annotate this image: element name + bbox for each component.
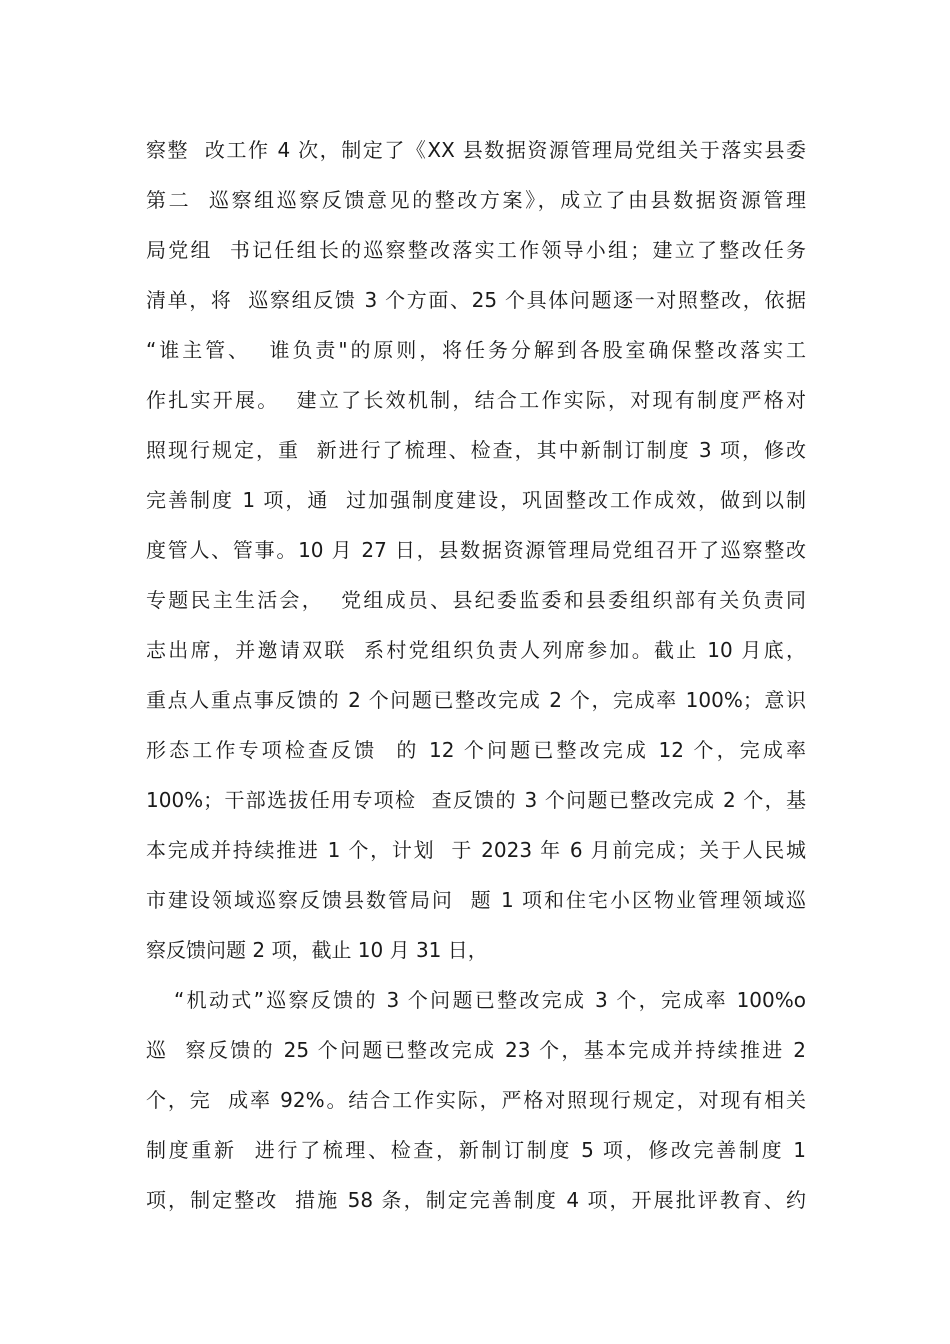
text-line: 形态工作专项检查反馈 的 12 个问题已整改完成 12 个，完成率 <box>146 738 806 762</box>
text-line: “机动式”巡察反馈的 3 个问题已整改完成 3 个，完成率 100%o <box>174 988 806 1012</box>
text-line: 专题民主生活会， 党组成员、县纪委监委和县委组织部有关负责同 <box>146 588 806 612</box>
text-line: 个，完 成率 92%。结合工作实际，严格对照现行规定，对现有相关 <box>146 1088 806 1112</box>
text-line: 重点人重点事反馈的 2 个问题已整改完成 2 个，完成率 100%；意识 <box>146 688 806 712</box>
text-line: 作扎实开展。 建立了长效机制，结合工作实际，对现有制度严格对 <box>146 388 806 412</box>
text-line: 局党组 书记任组长的巡察整改落实工作领导小组；建立了整改任务 <box>146 238 806 262</box>
text-line: 志出席，并邀请双联 系村党组织负责人列席参加。截止 10 月底， <box>146 638 806 662</box>
text-line: 完善制度 1 项，通 过加强制度建设，巩固整改工作成效，做到以制 <box>146 488 806 512</box>
text-line: 巡 察反馈的 25 个问题已整改完成 23 个，基本完成并持续推进 2 <box>146 1038 806 1062</box>
text-line: 项，制定整改 措施 58 条，制定完善制度 4 项，开展批评教育、约 <box>146 1188 806 1212</box>
text-line: 制度重新 进行了梳理、检查，新制订制度 5 项，修改完善制度 1 <box>146 1138 806 1162</box>
text-line: 照现行规定，重 新进行了梳理、检查，其中新制订制度 3 项，修改 <box>146 438 806 462</box>
text-line: 度管人、管事。10 月 27 日，县数据资源管理局党组召开了巡察整改 <box>146 538 806 562</box>
text-line: 清单，将 巡察组反馈 3 个方面、25 个具体问题逐一对照整改，依据 <box>146 288 806 312</box>
text-line: 第二 巡察组巡察反馈意见的整改方案》，成立了由县数据资源管理 <box>146 188 806 212</box>
text-line: 市建设领域巡察反馈县数管局问 题 1 项和住宅小区物业管理领域巡 <box>146 888 806 912</box>
text-line: “谁主管、 谁负责"的原则，将任务分解到各股室确保整改落实工 <box>146 338 806 362</box>
text-line: 察整 改工作 4 次，制定了《XX 县数据资源管理局党组关于落实县委 <box>146 138 806 162</box>
text-line: 本完成并持续推进 1 个，计划 于 2023 年 6 月前完成；关于人民城 <box>146 838 806 862</box>
text-line: 察反馈问题 2 项，截止 10 月 31 日， <box>146 938 488 962</box>
text-line: 100%；干部选拔任用专项检 查反馈的 3 个问题已整改完成 2 个，基 <box>146 788 806 812</box>
